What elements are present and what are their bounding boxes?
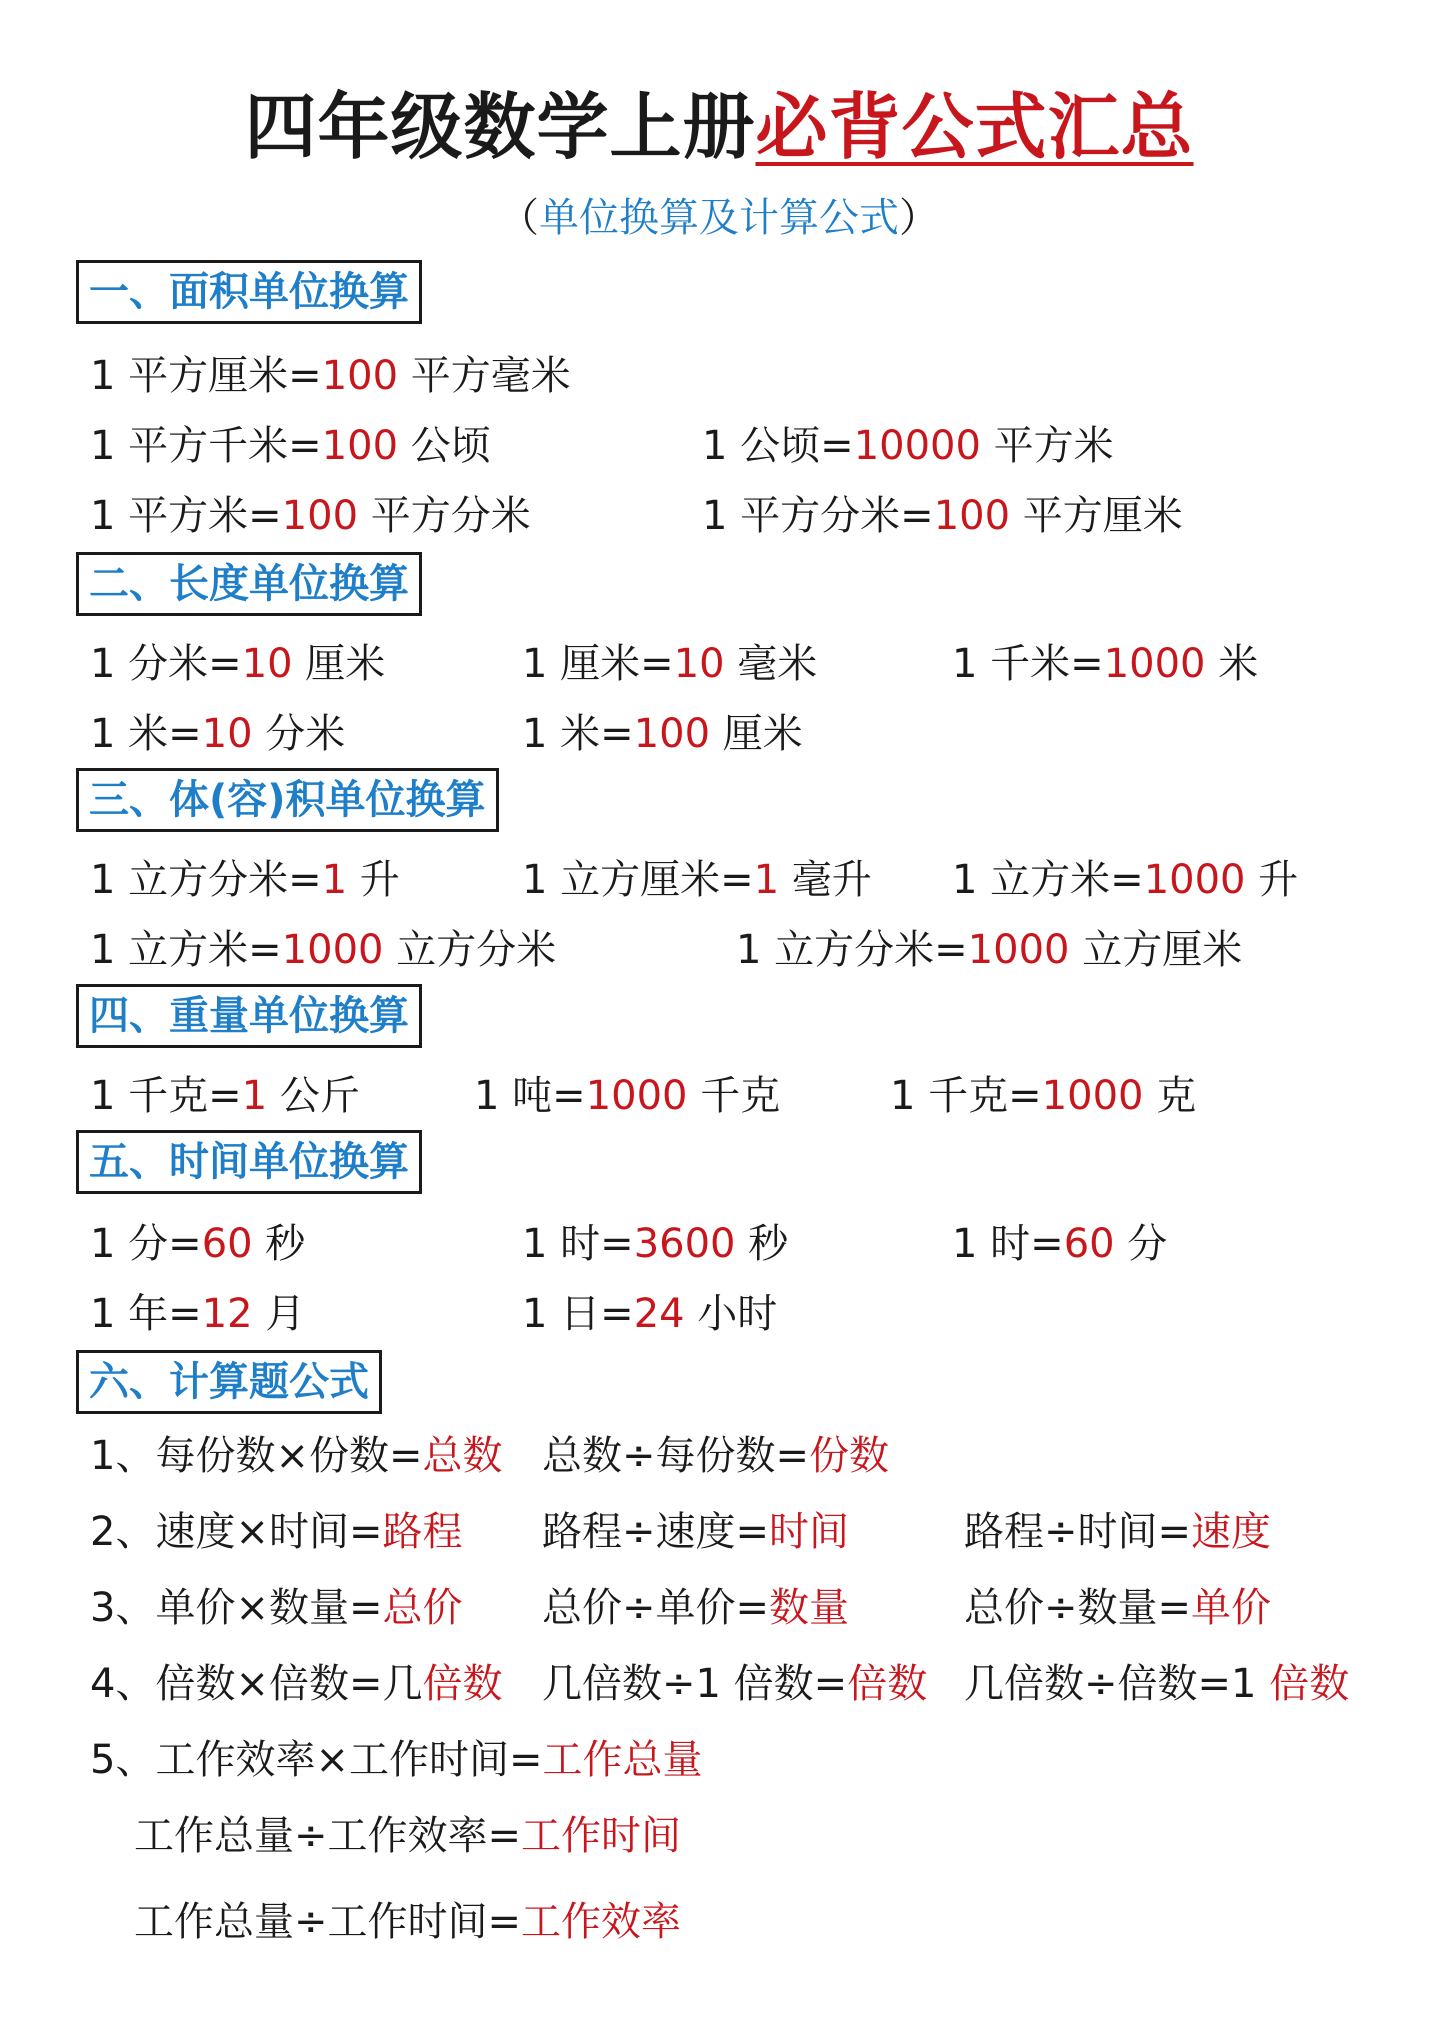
formula: 1 时=3600 秒: [522, 1221, 789, 1267]
section-heading: 三、体(容)积单位换算: [76, 768, 499, 832]
formula: 1 米=10 分米: [90, 711, 346, 757]
formula: 1 平方米=100 平方分米: [90, 493, 531, 539]
formula: 1 立方分米=1000 立方厘米: [736, 927, 1243, 973]
page-title: [0, 82, 1438, 172]
formula: 路程÷时间=速度: [964, 1509, 1272, 1555]
formula: 1 立方分米=1 升: [90, 857, 400, 903]
formula: 1 日=24 小时: [522, 1291, 778, 1337]
section-heading: 四、重量单位换算: [76, 984, 422, 1048]
formula: 总价÷数量=单价: [964, 1585, 1272, 1631]
formula: 1 平方千米=100 公顷: [90, 423, 491, 469]
formula: 1 年=12 月: [90, 1291, 306, 1337]
formula: 1 厘米=10 毫米: [522, 641, 818, 687]
formula: 2、速度×时间=路程: [90, 1509, 463, 1555]
formula: 总数÷每份数=份数: [542, 1433, 890, 1479]
section-heading: 六、计算题公式: [76, 1350, 382, 1414]
formula: 工作总量÷工作效率=工作时间: [134, 1813, 682, 1859]
formula: 几倍数÷倍数=1 倍数: [964, 1661, 1350, 1707]
subtitle-open: （: [499, 195, 539, 241]
formula: 1 米=100 厘米: [522, 711, 803, 757]
formula: 总价÷单价=数量: [542, 1585, 850, 1631]
subtitle-text: 单位换算及计算公式: [539, 195, 899, 241]
section-heading: 五、时间单位换算: [76, 1130, 422, 1194]
formula: 3、单价×数量=总价: [90, 1585, 463, 1631]
formula: 4、倍数×倍数=几倍数: [90, 1661, 503, 1707]
formula: 1 千克=1000 克: [890, 1073, 1197, 1119]
formula: 1 千米=1000 米: [952, 641, 1259, 687]
formula: 1 立方厘米=1 毫升: [522, 857, 872, 903]
formula: 1 公顷=10000 平方米: [702, 423, 1114, 469]
formula: 1 分米=10 厘米: [90, 641, 386, 687]
formula: 工作总量÷工作时间=工作效率: [134, 1899, 682, 1945]
formula: 1 平方厘米=100 平方毫米: [90, 353, 571, 399]
formula: 几倍数÷1 倍数=倍数: [542, 1661, 928, 1707]
formula: 1、每份数×份数=总数: [90, 1433, 503, 1479]
formula: 1 吨=1000 千克: [474, 1073, 781, 1119]
section-heading: 二、长度单位换算: [76, 552, 422, 616]
title-black: 四年级数学上册: [244, 85, 756, 169]
formula: 1 分=60 秒: [90, 1221, 306, 1267]
formula: 1 立方米=1000 立方分米: [90, 927, 557, 973]
formula: 1 平方分米=100 平方厘米: [702, 493, 1183, 539]
formula: 路程÷速度=时间: [542, 1509, 850, 1555]
formula: 1 立方米=1000 升: [952, 857, 1299, 903]
subtitle-close: ）: [899, 195, 939, 241]
formula: 5、工作效率×工作时间=工作总量: [90, 1737, 703, 1783]
formula: 1 千克=1 公斤: [90, 1073, 360, 1119]
section-heading: 一、面积单位换算: [76, 260, 422, 324]
page-subtitle: [0, 192, 1438, 244]
formula: 1 时=60 分: [952, 1221, 1168, 1267]
title-red: 必背公式汇总: [755, 85, 1194, 169]
